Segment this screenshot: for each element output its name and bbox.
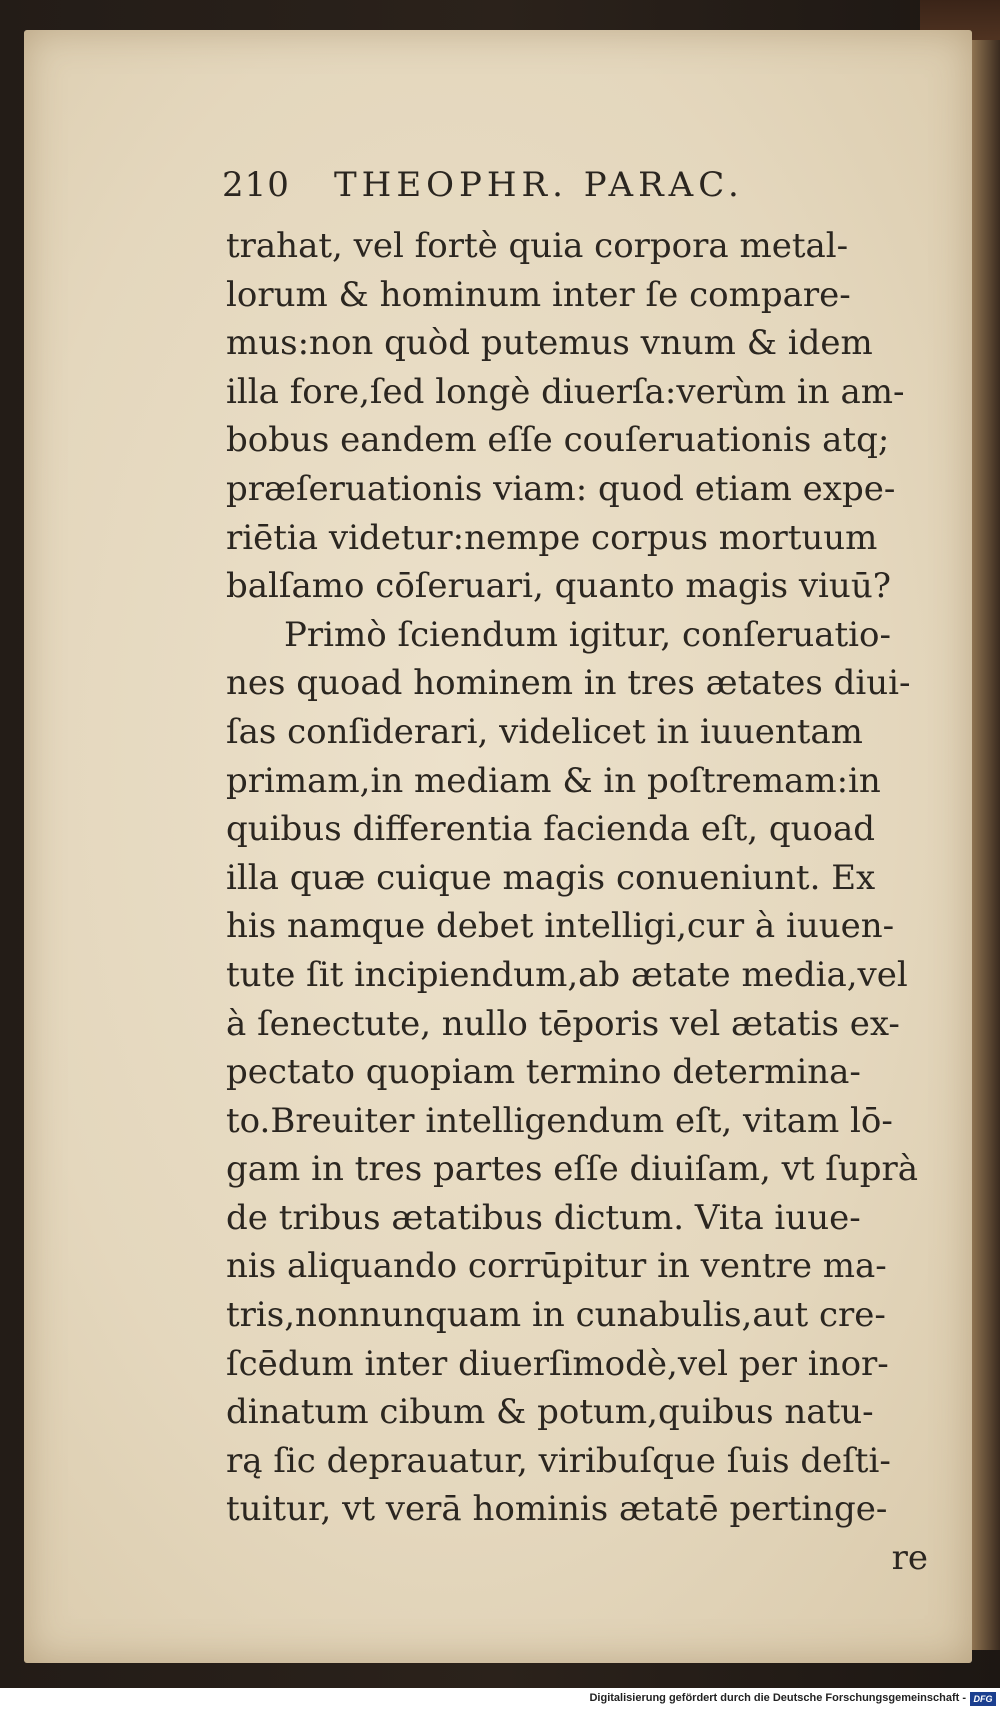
text-line: illa quæ cuique magis conueniunt. Ex <box>226 857 876 898</box>
catchword: re <box>891 1538 928 1579</box>
text-line: ſas conſiderari, videlicet in iuuentam <box>226 711 863 752</box>
dfg-logo: DFG <box>970 1692 996 1706</box>
text-line: his namque debet intelligi,cur à iuuen- <box>226 906 895 947</box>
text-line: nes quoad hominem in tres ætates diui- <box>226 663 911 704</box>
text-line: primam,in mediam & in poſtremam:in <box>226 760 881 801</box>
text-line: Primò ſciendum igitur, conſeruatio- <box>284 614 891 655</box>
digitization-credit: Digitalisierung gefördert durch die Deutsche Forschungsgemeinschaft - <box>589 1692 966 1704</box>
text-line: rą ſic deprauatur, viribuſque ſuis deſti- <box>226 1440 891 1481</box>
text-line: to.Breuiter intelligendum eſt, vitam lō- <box>226 1100 893 1141</box>
text-line: ſcēdum inter diuerſimodè,vel per inor- <box>226 1343 889 1384</box>
text-line: de tribus ætatibus dictum. Vita iuue- <box>226 1197 861 1238</box>
text-line: mus:non quòd putemus vnum & idem <box>226 323 873 364</box>
text-line: trahat, vel fortè quia corpora metal- <box>226 226 849 266</box>
text-line: riētia videtur:nempe corpus mortuum <box>226 517 878 558</box>
text-line: à ſenectute, nullo tēporis vel ætatis ex- <box>226 1003 900 1044</box>
text-line: balſamo cōſeruari, quanto magis viuū? <box>226 566 891 607</box>
body-text <box>226 222 942 1583</box>
text-line: illa fore,ſed longè diuerſa:verùm in am- <box>226 371 905 412</box>
text-line: gam in tres partes eſſe diuiſam, vt ſuprà <box>226 1149 919 1190</box>
text-line: tuitur, vt verā hominis ætatē pertinge- <box>226 1489 888 1530</box>
text-line: tute ſit incipiendum,ab ætate media,vel <box>226 954 908 995</box>
text-line: dinatum cibum & potum,quibus natu- <box>226 1392 874 1433</box>
text-line: quibus differentia facienda eſt, quoad <box>226 809 876 850</box>
text-line: præſeruationis viam: quod etiam expe- <box>226 468 896 509</box>
text-line: nis aliquando corrūpitur in ventre ma- <box>226 1246 887 1287</box>
running-head <box>222 165 922 205</box>
text-line: lorum & hominum inter ſe compare- <box>226 274 851 315</box>
running-title: THEOPHR. PARAC. <box>334 165 744 205</box>
page-number: 210 <box>222 165 290 205</box>
text-line: pectato quopiam termino determina- <box>226 1052 861 1093</box>
text-line: tris,nonnunquam in cunabulis,aut cre- <box>226 1295 886 1336</box>
text-line: bobus eandem eſſe couſeruationis atq; <box>226 420 890 461</box>
